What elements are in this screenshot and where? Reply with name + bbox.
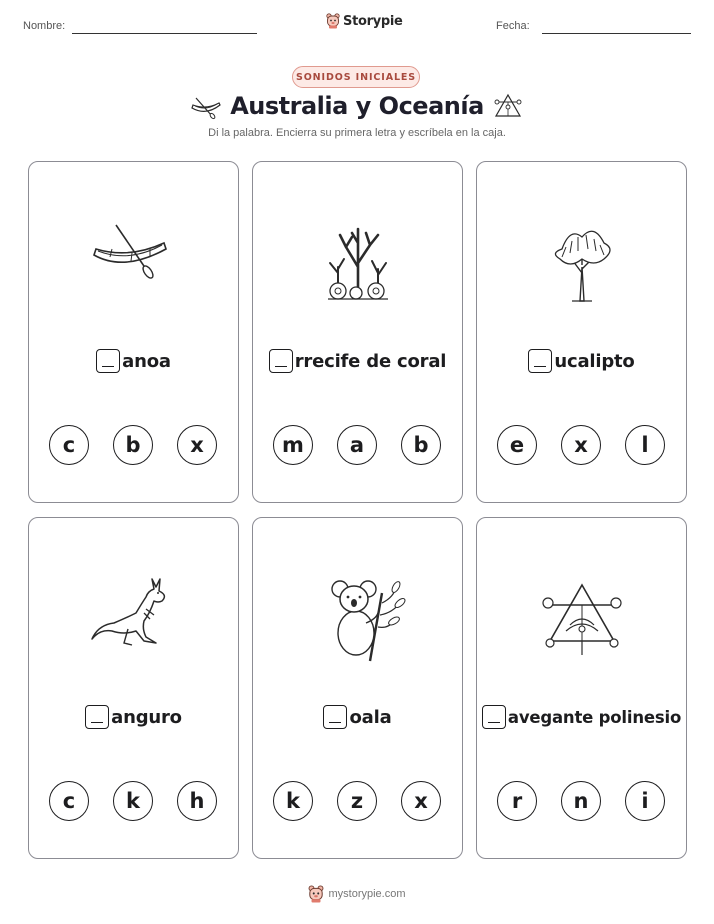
word-card-canguro — [28, 517, 239, 859]
storypie-logo — [326, 13, 403, 29]
letter-choice[interactable]: x — [561, 425, 601, 465]
first-letter-box[interactable] — [482, 705, 506, 729]
coral-reef-icon — [308, 217, 408, 307]
word-remainder: anoa — [122, 350, 171, 372]
first-letter-box[interactable] — [269, 349, 293, 373]
letter-choice[interactable]: r — [497, 781, 537, 821]
footer — [0, 885, 714, 903]
first-letter-box[interactable] — [96, 349, 120, 373]
letter-choice[interactable]: i — [625, 781, 665, 821]
letter-choice[interactable]: c — [49, 781, 89, 821]
word-row — [253, 705, 462, 729]
word-card-canoa — [28, 161, 239, 503]
letter-choice[interactable]: b — [113, 425, 153, 465]
word-remainder: anguro — [111, 706, 182, 728]
letter-choice[interactable]: e — [497, 425, 537, 465]
letter-choice[interactable]: n — [561, 781, 601, 821]
letter-choice[interactable]: b — [401, 425, 441, 465]
koala-icon — [308, 573, 408, 663]
first-letter-box[interactable] — [528, 349, 552, 373]
letter-choice[interactable]: k — [273, 781, 313, 821]
eucalyptus-tree-icon — [532, 217, 632, 307]
word-remainder: rrecife de coral — [294, 350, 447, 372]
letter-choice[interactable]: m — [273, 425, 313, 465]
letter-choices — [253, 425, 462, 469]
word-card-koala — [252, 517, 463, 859]
letter-choice[interactable]: l — [625, 425, 665, 465]
letter-choice[interactable]: x — [401, 781, 441, 821]
storypie-mascot-icon — [308, 885, 324, 903]
word-remainder: avegante polinesio — [507, 707, 682, 727]
letter-choices — [477, 781, 686, 825]
letter-choices — [253, 781, 462, 825]
letter-choice[interactable]: c — [49, 425, 89, 465]
brand-name: Storypie — [343, 13, 403, 29]
word-row — [29, 705, 238, 729]
first-letter-box[interactable] — [85, 705, 109, 729]
date-field[interactable] — [542, 33, 691, 34]
date-label: Fecha: — [496, 20, 530, 32]
word-remainder: oala — [349, 706, 392, 728]
topic-badge: SONIDOS INICIALES — [292, 66, 420, 88]
letter-choices — [29, 425, 238, 469]
letter-choice[interactable]: x — [177, 425, 217, 465]
letter-choice[interactable]: h — [177, 781, 217, 821]
page-title: Australia y Oceanía — [230, 92, 484, 120]
word-remainder: ucalipto — [554, 350, 635, 372]
canoe-icon — [84, 217, 184, 307]
worksheet-header — [0, 0, 714, 50]
footer-url[interactable]: mystorypie.com — [328, 888, 406, 900]
letter-choice[interactable]: a — [337, 425, 377, 465]
word-card-eucalipto — [476, 161, 687, 503]
letter-choices — [29, 781, 238, 825]
letter-choice[interactable]: k — [113, 781, 153, 821]
letter-choices — [477, 425, 686, 469]
storypie-mascot-icon — [326, 13, 340, 29]
word-row — [477, 705, 686, 729]
kangaroo-icon — [84, 573, 184, 663]
word-row — [477, 349, 686, 373]
name-label: Nombre: — [23, 20, 66, 32]
first-letter-box[interactable] — [323, 705, 347, 729]
instructions: Di la palabra. Encierra su primera letra y escríbela en la caja. — [208, 127, 506, 139]
star-compass-icon — [532, 573, 632, 663]
word-row — [253, 349, 462, 373]
word-row — [29, 349, 238, 373]
title-row — [0, 92, 714, 126]
star-compass-icon — [493, 92, 523, 122]
word-card-navegante — [476, 517, 687, 859]
name-field[interactable] — [72, 33, 257, 34]
word-card-arrecife — [252, 161, 463, 503]
letter-choice[interactable]: z — [337, 781, 377, 821]
